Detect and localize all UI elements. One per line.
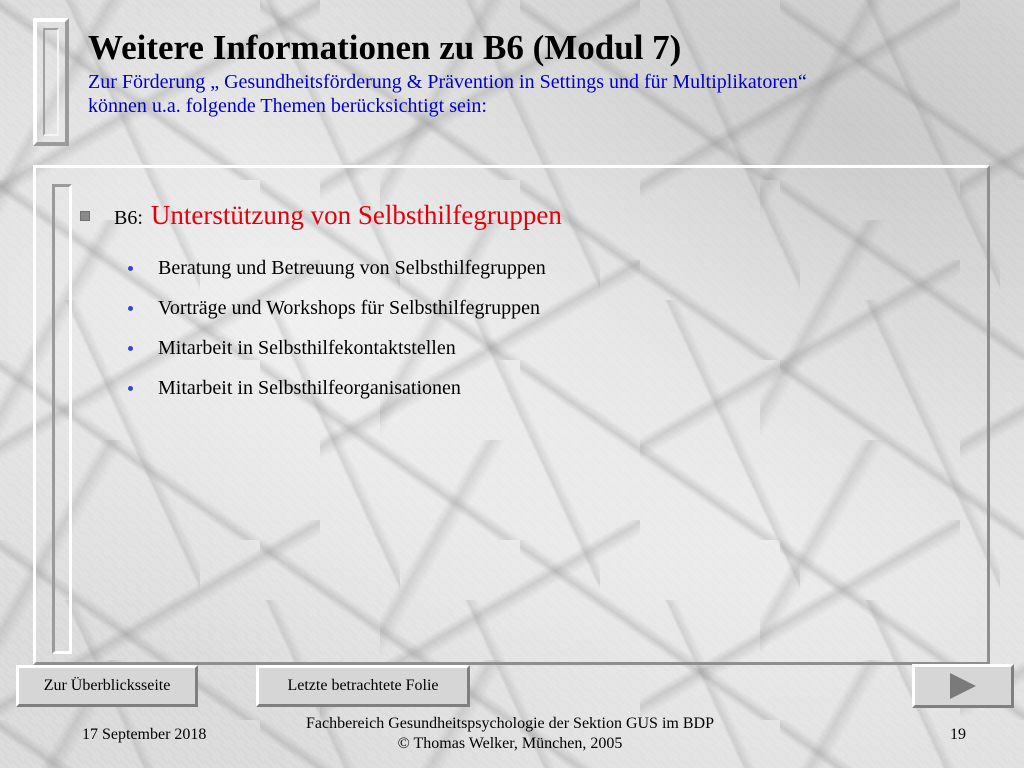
subtitle-line-1: Zur Förderung „ Gesundheitsförderung & Prävention in Settings und für Multiplikatoren“ (88, 71, 807, 93)
subtitle-line-2: können u.a. folgende Themen berücksichtigt sein: (88, 95, 487, 117)
footer-credit-line-2: © Thomas Welker, München, 2005 (397, 735, 623, 752)
slide-title: Weitere Informationen zu B6 (Modul 7) (88, 28, 682, 67)
sub-bullet-list (128, 248, 546, 408)
content-panel (33, 165, 990, 665)
bullet-dot-icon (128, 266, 133, 271)
list-item-label: Vorträge und Workshops für Selbsthilfegruppen (158, 296, 541, 319)
list-item-label: Mitarbeit in Selbsthilfekontaktstellen (158, 336, 456, 359)
panel-bevel-frame (52, 184, 72, 654)
square-bullet-icon (80, 211, 90, 221)
main-point (80, 200, 562, 231)
footer-date: 17 September 2018 (82, 726, 207, 743)
bullet-dot-icon (128, 346, 133, 351)
list-item (128, 248, 546, 288)
bullet-dot-icon (128, 306, 133, 311)
last-viewed-slide-button[interactable]: Letzte betrachtete Folie (256, 665, 470, 707)
header-bevel-frame (33, 18, 69, 146)
right-triangle-arrow-icon (950, 673, 976, 699)
page-number: 19 (950, 726, 966, 743)
list-item-label: Mitarbeit in Selbsthilfeorganisationen (158, 376, 461, 399)
list-item (128, 368, 546, 408)
overview-button[interactable]: Zur Überblicksseite (16, 665, 198, 707)
list-item-label: Beratung und Betreuung von Selbsthilfegruppen (158, 256, 546, 279)
footer-credit (280, 714, 740, 754)
footer-credit-line-1: Fachbereich Gesundheitspsychologie der Sektion GUS im BDP (306, 715, 714, 732)
next-slide-button[interactable] (912, 664, 1014, 708)
main-point-heading: Unterstützung von Selbsthilfegruppen (150, 200, 562, 230)
slide-header (88, 28, 1008, 118)
bullet-dot-icon (128, 386, 133, 391)
main-point-prefix: B6: (114, 207, 143, 229)
slide-subtitle (88, 70, 1008, 118)
list-item (128, 288, 546, 328)
list-item (128, 328, 546, 368)
